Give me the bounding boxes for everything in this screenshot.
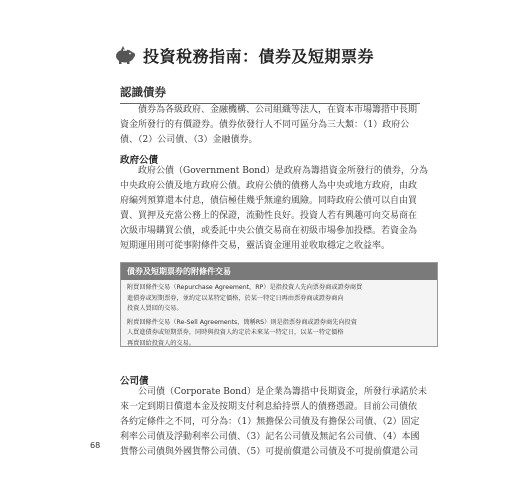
text-line: 短期運用則可從事附條件交易，靈活資金運用並收取穩定之收益率。 bbox=[120, 241, 391, 251]
text-line: 各約定條件之不同，可分為：（1）無擔保公司債及有擔保公司債、（2）固定 bbox=[120, 417, 420, 427]
text-line: 人買進債券或短期票券，同時與投資人約定於未來某一特定日，以某一特定價格 bbox=[127, 329, 344, 336]
info-box-paragraph-rp bbox=[127, 283, 431, 315]
intro-paragraph bbox=[120, 103, 428, 148]
text-line: 附賣回條件交易（Re-Sell Agreements，簡稱RS）則是指票券商或證券商先向投資 bbox=[127, 318, 357, 326]
text-line: 來一定到期日償還本金及按期支付利息給持票人的債務憑證。目前公司債依 bbox=[120, 402, 418, 412]
text-line: 利率公司債及浮動利率公司債、（3）記名公司債及無記名公司債、（4）本國 bbox=[120, 432, 420, 442]
text-line: 再賣回給投資人的交易。 bbox=[127, 339, 196, 347]
sub-heading-gov-bond: 政府公債 bbox=[120, 155, 159, 166]
text-line: 投資人買回的交易。 bbox=[127, 305, 183, 312]
info-box-title: 債券及短期票券的附條件交易 bbox=[121, 263, 437, 280]
text-line: 府編列預算還本付息，債信極佳幾乎無違約風險。同時政府公債可以自由買 bbox=[120, 196, 418, 206]
text-line: 進債券或短期票券，並約定以某特定價格，於某一特定日再由票券商或證券商向 bbox=[127, 294, 344, 302]
chapter-title-text: 投資稅務指南：債券及短期票券 bbox=[143, 46, 375, 66]
text-line: 次級市場購買公債，或委託中央公債交易商在初級市場參加投標。若資金為 bbox=[120, 226, 418, 236]
section-heading-intro: 認識債券 bbox=[120, 84, 420, 104]
gov-bond-paragraph bbox=[120, 164, 428, 254]
text-line: 債、（2）公司債、（3）金融債券。 bbox=[120, 135, 258, 145]
chapter-title bbox=[113, 40, 413, 70]
page-number: 68 bbox=[90, 441, 101, 450]
info-box-paragraph-rs bbox=[127, 318, 431, 350]
corp-bond-paragraph bbox=[120, 385, 428, 460]
info-box-repo bbox=[120, 262, 438, 347]
text-line: 資金所發行的有價證券。債券依發行人不同可區分為三大類：（1）政府公 bbox=[120, 120, 410, 130]
sub-heading-corp-bond: 公司債 bbox=[120, 376, 149, 387]
text-line: 債券為各級政府、金融機構、公司組織等法人，在資本市場籌措中長期 bbox=[138, 105, 418, 115]
text-line: 附買回條件交易（Repurchase Agreement，RP）是指投資人先向票券商或證券商買 bbox=[127, 284, 363, 291]
text-line: 公司債（Corporate Bond）是企業為籌措中長期資金，所發行承諾於未 bbox=[138, 387, 427, 397]
piggy-bank-icon bbox=[113, 45, 137, 65]
text-line: 政府公債（Government Bond）是政府為籌措資金所發行的債券，分為 bbox=[138, 166, 428, 176]
text-line: 貨幣公司債與外國貨幣公司債、（5）可提前償還公司債及不可提前償還公司 bbox=[120, 447, 419, 457]
text-line: 中央政府公債及地方政府公債。政府公債的債務人為中央或地方政府，由政 bbox=[120, 181, 418, 191]
info-box-body bbox=[121, 280, 437, 349]
text-line: 賣、買押及充當公務上的保證，流動性良好。投資人若有興趣可向交易商在 bbox=[120, 211, 418, 221]
